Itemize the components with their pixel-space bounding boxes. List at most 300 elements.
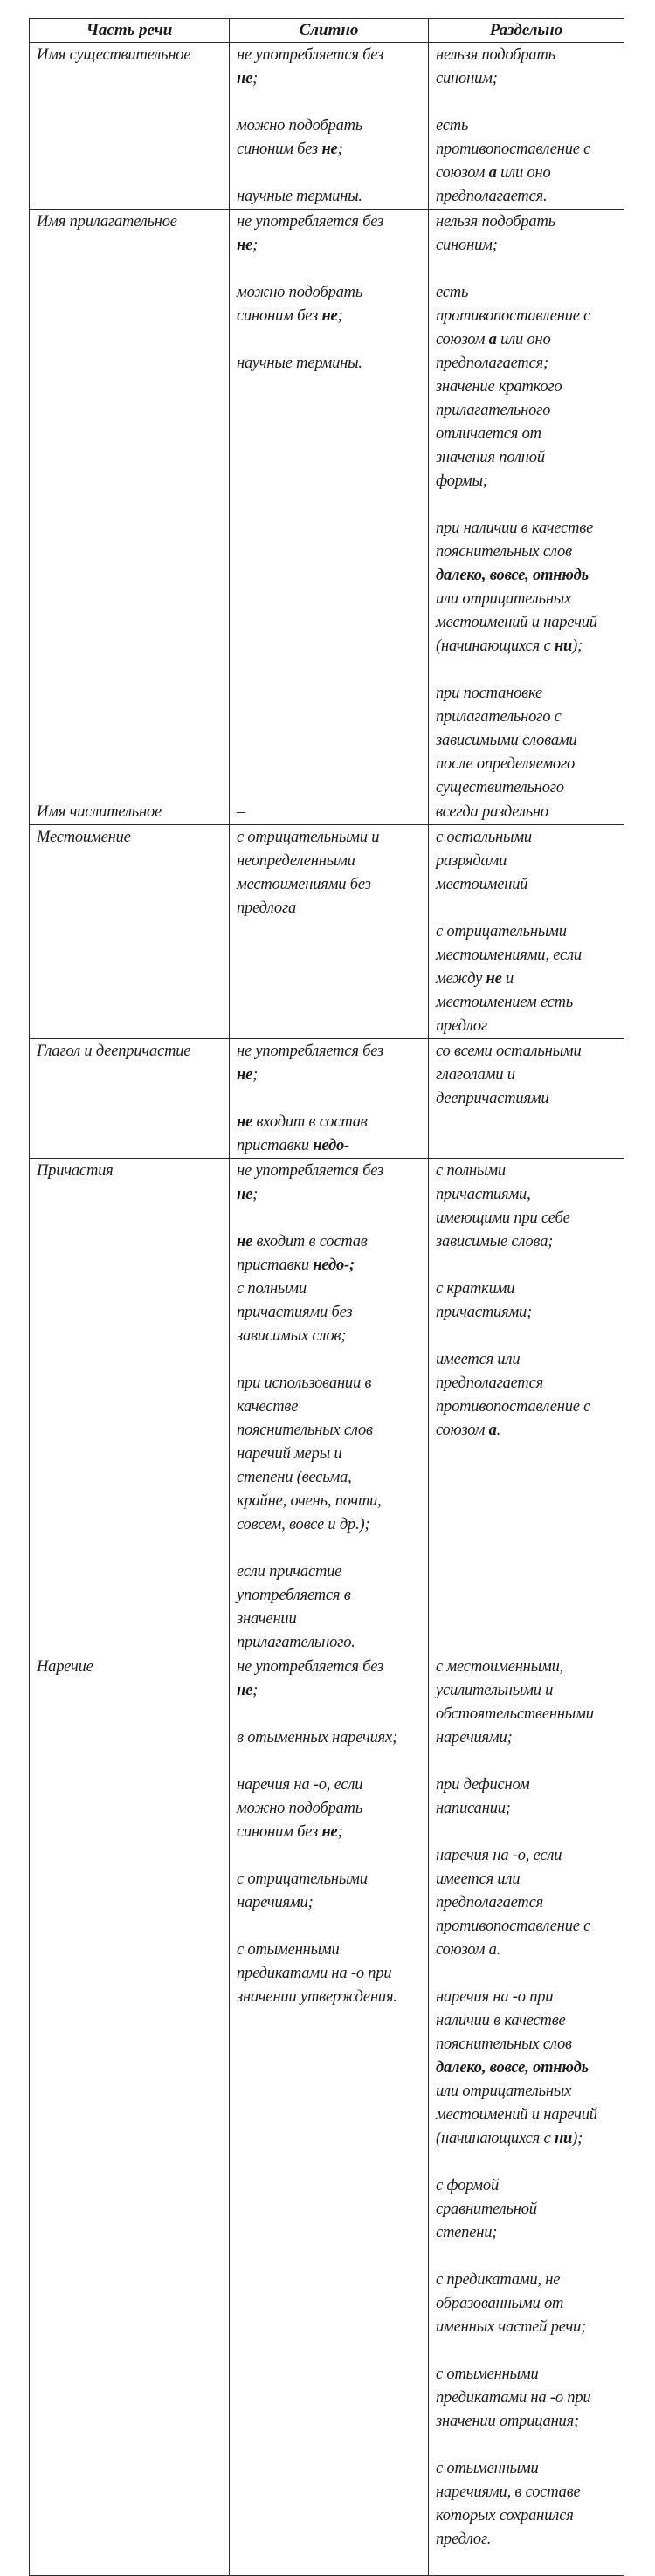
- text-line: [436, 1087, 620, 1111]
- text: наречиями;: [237, 1894, 314, 1911]
- text: не употребляется без: [237, 46, 384, 64]
- text-line: [237, 1040, 424, 1064]
- text-line: [436, 375, 620, 399]
- blank-line: [436, 897, 620, 920]
- bold-text: не: [237, 1233, 253, 1250]
- text: научные термины.: [237, 188, 362, 205]
- text-line: [436, 2174, 620, 2198]
- together-cell: [230, 1159, 429, 1656]
- blank-line: [436, 1750, 620, 1774]
- together-cell: [230, 210, 429, 801]
- part-of-speech-cell: [30, 43, 230, 210]
- bold-text: не: [321, 1823, 338, 1841]
- text-line: [237, 1325, 424, 1348]
- text-line: [436, 1844, 620, 1868]
- blank-line: [237, 1087, 424, 1111]
- text: степени;: [436, 2224, 498, 2242]
- text-line: [237, 801, 424, 824]
- text-line: [436, 682, 620, 706]
- text-line: [436, 801, 620, 824]
- text-line: [436, 2410, 620, 2434]
- bold-text: а: [488, 164, 497, 182]
- blank-line: [237, 1537, 424, 1560]
- text-line: [436, 328, 620, 352]
- text-line: [436, 470, 620, 493]
- text: приставки: [237, 1257, 314, 1274]
- text: местоимений и наречий: [436, 614, 597, 631]
- text: есть: [436, 284, 469, 301]
- text: ;: [337, 1823, 343, 1841]
- text: с формой: [436, 2177, 500, 2194]
- blank-line: [436, 1325, 620, 1348]
- text-line: [436, 2387, 620, 2410]
- text: после определяемого: [436, 755, 576, 773]
- text-line: [436, 399, 620, 423]
- text: Местоимение: [37, 829, 131, 846]
- text-line: [436, 44, 620, 67]
- text: предполагается: [436, 1374, 543, 1392]
- text-line: [436, 2056, 620, 2080]
- text-line: [436, 1207, 620, 1230]
- text-line: [237, 67, 424, 91]
- text: с отыменными: [436, 2460, 539, 2477]
- blank-line: [237, 258, 424, 281]
- text: противопоставление с: [436, 307, 591, 325]
- text: зависимые слова;: [436, 1233, 554, 1250]
- text-line: [237, 1466, 424, 1490]
- text-line: [436, 1679, 620, 1703]
- text-line: [436, 1160, 620, 1183]
- text-line: [436, 2009, 620, 2033]
- together-cell: [230, 825, 429, 1039]
- text: с остальными: [436, 829, 532, 846]
- text: всегда раздельно: [436, 803, 548, 821]
- text: Имя прилагательное: [37, 213, 177, 231]
- text: с предикатами, не: [436, 2271, 561, 2289]
- text: значения полной: [436, 449, 545, 466]
- text: не употребляется без: [237, 1658, 384, 1676]
- text: деепричастиями: [436, 1090, 549, 1107]
- text: предикатами на -о при: [436, 2389, 591, 2407]
- text: ;: [337, 141, 343, 158]
- text-line: [436, 1986, 620, 2009]
- text-line: [37, 826, 225, 850]
- text: наречиями, в составе: [436, 2483, 581, 2501]
- text: союзом: [436, 1422, 489, 1439]
- text: приставки: [237, 1137, 314, 1154]
- text-line: [237, 1821, 424, 1844]
- bold-text: не: [237, 1682, 253, 1699]
- text-line: [237, 305, 424, 328]
- blank-line: [237, 1750, 424, 1774]
- text: при наличии в качестве: [436, 520, 594, 537]
- text: ;: [252, 1186, 259, 1203]
- text: нельзя подобрать: [436, 213, 555, 231]
- text: прилагательного: [436, 402, 551, 419]
- part-of-speech-cell: [30, 1655, 230, 2576]
- text-line: [237, 1443, 424, 1466]
- text: со всеми остальными: [436, 1043, 582, 1060]
- text-line: [436, 1301, 620, 1325]
- text: предлога: [237, 899, 297, 917]
- text: сравнительной: [436, 2201, 537, 2218]
- text-line: [436, 2481, 620, 2504]
- text-line: [436, 1040, 620, 1064]
- text-line: [436, 1183, 620, 1207]
- text: имеющими при себе: [436, 1209, 570, 1227]
- text: или отрицательных: [436, 2083, 572, 2100]
- text: местоимениями без: [237, 876, 371, 893]
- text: качестве: [237, 1398, 299, 1415]
- text-line: [237, 1986, 424, 2009]
- text: Причастия: [37, 1162, 114, 1180]
- header-together: Слитно: [230, 19, 429, 43]
- blank-line: [436, 2151, 620, 2174]
- text: с отрицательными: [436, 923, 567, 940]
- text: Наречие: [37, 1658, 93, 1676]
- text: местоимениями, если: [436, 947, 582, 964]
- text: значении отрицания;: [436, 2413, 579, 2430]
- text-line: [37, 801, 225, 824]
- text-line: [237, 114, 424, 138]
- blank-line: [237, 1348, 424, 1372]
- text: с отыменными: [436, 2366, 539, 2383]
- blank-line: [436, 2339, 620, 2363]
- text: ;: [252, 1682, 259, 1699]
- text: значение краткого: [436, 378, 562, 396]
- text-line: [436, 2269, 620, 2292]
- text: имеется или: [436, 1351, 521, 1368]
- text: предикатами на -о при: [237, 1965, 392, 1982]
- text-line: [237, 138, 424, 162]
- bold-text: а: [488, 331, 497, 348]
- text: формы;: [436, 472, 488, 490]
- part-of-speech-cell: [30, 1159, 230, 1656]
- text-line: [436, 776, 620, 800]
- text-line: [237, 1490, 424, 1513]
- text-line: [436, 423, 620, 446]
- text: существительного: [436, 779, 564, 796]
- text: наречиями;: [436, 1729, 513, 1746]
- text-line: [436, 1372, 620, 1395]
- ne-spelling-rules-table: [29, 18, 624, 2576]
- bold-text: не: [321, 307, 338, 325]
- text-line: [436, 1891, 620, 1915]
- text: союзом а.: [436, 1941, 501, 1959]
- text-line: [237, 1679, 424, 1703]
- blank-line: [237, 162, 424, 185]
- bold-text: не: [486, 970, 502, 988]
- text: Имя числительное: [37, 803, 162, 821]
- text: Глагол и деепричастие: [37, 1043, 191, 1060]
- text-line: [237, 1774, 424, 1797]
- text: (начинающихся с: [436, 637, 555, 655]
- text-line: [436, 114, 620, 138]
- text: союзом: [436, 331, 489, 348]
- text-line: [436, 185, 620, 209]
- text-line: [436, 234, 620, 258]
- text-line: [237, 850, 424, 873]
- text: употребляется в: [237, 1587, 351, 1604]
- text-line: [237, 1160, 424, 1183]
- text: наречия на -о при: [436, 1988, 554, 2006]
- blank-line: [237, 91, 424, 114]
- separate-cell: [429, 800, 624, 825]
- text: обстоятельственными: [436, 1705, 594, 1723]
- text-line: [237, 1797, 424, 1821]
- text: неопределенными: [237, 852, 355, 870]
- text: написании;: [436, 1800, 511, 1817]
- blank-line: [237, 1844, 424, 1868]
- blank-line: [237, 1915, 424, 1939]
- text-line: [436, 2127, 620, 2151]
- text-line: [37, 1040, 225, 1064]
- text: с полными: [237, 1280, 307, 1298]
- text-line: [237, 1134, 424, 1158]
- text: );: [572, 2130, 583, 2147]
- text: при использовании в: [237, 1374, 372, 1392]
- text: противопоставление с: [436, 1918, 591, 1935]
- bold-text: а: [488, 1422, 497, 1439]
- text-line: [436, 1278, 620, 1301]
- text: степени (весьма,: [237, 1469, 352, 1486]
- bold-text: не: [237, 1113, 253, 1131]
- table-row-adjective: [30, 210, 624, 801]
- text: глаголами и: [436, 1066, 515, 1084]
- text-line: [237, 1395, 424, 1419]
- text: при дефисном: [436, 1776, 530, 1794]
- bold-text: не: [321, 141, 338, 158]
- text-line: [436, 2528, 620, 2552]
- text-line: [436, 2104, 620, 2127]
- text-line: [237, 1064, 424, 1087]
- text: зависимыми словами: [436, 732, 577, 749]
- text: противопоставление с: [436, 1398, 591, 1415]
- text-line: [237, 1891, 424, 1915]
- text-line: [436, 1774, 620, 1797]
- text-line: [436, 1395, 620, 1419]
- text-line: [436, 281, 620, 305]
- bold-text: не: [237, 1186, 253, 1203]
- separate-cell: [429, 1655, 624, 2576]
- text: с местоименными,: [436, 1658, 564, 1676]
- text-line: [436, 588, 620, 611]
- text: ;: [252, 70, 259, 87]
- text-line: [37, 210, 225, 234]
- text-line: [237, 1254, 424, 1278]
- text: предполагается: [436, 1894, 543, 1911]
- text-line: [237, 1278, 424, 1301]
- text: не употребляется без: [237, 213, 384, 231]
- blank-line: [436, 1821, 620, 1844]
- together-cell: [230, 1655, 429, 2576]
- text: ;: [252, 1066, 259, 1084]
- text: с отрицательными: [237, 1870, 368, 1888]
- blank-line: [436, 1962, 620, 1986]
- blank-line: [436, 258, 620, 281]
- part-of-speech-cell: [30, 800, 230, 825]
- text: союзом: [436, 164, 489, 182]
- text-line: [436, 2316, 620, 2339]
- text-line: [436, 67, 620, 91]
- text-line: [237, 873, 424, 897]
- text-line: [436, 826, 620, 850]
- text-line: [237, 1656, 424, 1679]
- table-row-numeral: [30, 800, 624, 825]
- bold-text: далеко, вовсе, отнюдь: [436, 567, 589, 584]
- text: или оно: [496, 164, 551, 182]
- text-line: [436, 162, 620, 185]
- text-line: [436, 991, 620, 1015]
- text: или оно: [496, 331, 551, 348]
- blank-line: [436, 2552, 620, 2575]
- text: (начинающихся с: [436, 2130, 555, 2147]
- text-line: [37, 44, 225, 67]
- text-line: [436, 1656, 620, 1679]
- blank-line: [237, 1207, 424, 1230]
- bold-text: не: [237, 70, 253, 87]
- text: при постановке: [436, 685, 542, 702]
- bold-text: далеко, вовсе, отнюдь: [436, 2059, 589, 2077]
- text-line: [436, 2363, 620, 2387]
- text: предлог.: [436, 2531, 492, 2548]
- text: образованными от: [436, 2295, 564, 2312]
- text: с полными: [436, 1162, 506, 1180]
- table-row-pronoun: [30, 825, 624, 1039]
- text-line: [237, 1868, 424, 1891]
- text: научные термины.: [237, 355, 362, 372]
- text-line: [237, 1631, 424, 1655]
- text: с отрицательными и: [237, 829, 380, 846]
- text: не употребляется без: [237, 1043, 384, 1060]
- text: наречия на -о, если: [237, 1776, 363, 1794]
- text: разрядами: [436, 852, 507, 870]
- table-row-adverb: [30, 1655, 624, 2576]
- text-line: [436, 1868, 620, 1891]
- text: синоним;: [436, 237, 498, 254]
- text: );: [572, 637, 583, 655]
- text-line: [237, 1301, 424, 1325]
- blank-line: [237, 328, 424, 352]
- text: пояснительных слов: [237, 1422, 373, 1439]
- text: в отыменных наречиях;: [237, 1729, 398, 1746]
- text: синоним без: [237, 307, 322, 325]
- text-line: [436, 2292, 620, 2316]
- text-line: [237, 1111, 424, 1134]
- text-line: [436, 2033, 620, 2056]
- text: ;: [337, 307, 343, 325]
- text: пояснительных слов: [436, 543, 572, 561]
- text: предполагается.: [436, 188, 548, 205]
- text-line: [237, 1419, 424, 1443]
- text: именных частей речи;: [436, 2318, 587, 2336]
- text-line: [237, 281, 424, 305]
- text: местоимений и наречий: [436, 2106, 597, 2124]
- text-line: [436, 1348, 620, 1372]
- text: с отыменными: [237, 1941, 340, 1959]
- text: причастиями без: [237, 1304, 353, 1321]
- header-row: [30, 19, 624, 43]
- text-line: [436, 352, 620, 375]
- text: синоним;: [436, 70, 498, 87]
- text-line: [237, 826, 424, 850]
- text-line: [436, 541, 620, 564]
- text-line: [237, 1939, 424, 1962]
- text: причастиями,: [436, 1186, 531, 1203]
- text: входит в состав: [252, 1233, 368, 1250]
- text: нельзя подобрать: [436, 46, 555, 64]
- text: Имя существительное: [37, 46, 191, 64]
- header-part-of-speech: Часть речи: [30, 19, 230, 43]
- text-line: [436, 2504, 620, 2528]
- blank-line: [436, 1254, 620, 1278]
- separate-cell: [429, 1159, 624, 1656]
- text-line: [436, 2198, 620, 2221]
- text-line: [436, 138, 620, 162]
- text-line: [237, 185, 424, 209]
- text: входит в состав: [252, 1113, 368, 1131]
- text-line: [37, 1160, 225, 1183]
- text: пояснительных слов: [436, 2035, 572, 2053]
- text-line: [436, 305, 620, 328]
- text-line: [237, 897, 424, 920]
- text: предполагается;: [436, 355, 548, 372]
- bold-text: недо-;: [313, 1257, 355, 1274]
- text: прилагательного с: [436, 708, 562, 726]
- together-cell: [230, 1039, 429, 1159]
- text: –: [237, 803, 245, 821]
- text-line: [436, 611, 620, 635]
- bold-text: ни: [554, 2130, 573, 2147]
- bold-text: не: [237, 237, 253, 254]
- table-row-verb: [30, 1039, 624, 1159]
- text-line: [436, 564, 620, 588]
- text-line: [237, 1513, 424, 1537]
- text-line: [436, 920, 620, 944]
- text-line: [436, 1726, 620, 1750]
- blank-line: [237, 1703, 424, 1726]
- header-separate: Раздельно: [429, 19, 624, 43]
- bold-text: ни: [554, 637, 573, 655]
- text: значении утверждения.: [237, 1988, 397, 2006]
- text-line: [436, 2221, 620, 2245]
- text: значении: [237, 1610, 297, 1628]
- text-line: [436, 706, 620, 729]
- text-line: [436, 873, 620, 897]
- text: .: [496, 1422, 501, 1439]
- text-line: [237, 1584, 424, 1608]
- blank-line: [436, 91, 620, 114]
- text-line: [436, 850, 620, 873]
- table-row-noun: [30, 43, 624, 210]
- text: прилагательного.: [237, 1634, 355, 1651]
- part-of-speech-cell: [30, 1039, 230, 1159]
- separate-cell: [429, 825, 624, 1039]
- text-line: [237, 210, 424, 234]
- text-line: [436, 1230, 620, 1254]
- text-line: [436, 944, 620, 968]
- text: ;: [252, 237, 259, 254]
- text: которых сохранился: [436, 2507, 574, 2524]
- text-line: [436, 968, 620, 991]
- text-line: [37, 1656, 225, 1679]
- text: наличии в качестве: [436, 2012, 566, 2029]
- text: совсем, вовсе и др.);: [237, 1516, 370, 1533]
- text: между: [436, 970, 486, 988]
- part-of-speech-cell: [30, 210, 230, 801]
- text: местоимением есть: [436, 994, 574, 1011]
- text: синоним без: [237, 141, 322, 158]
